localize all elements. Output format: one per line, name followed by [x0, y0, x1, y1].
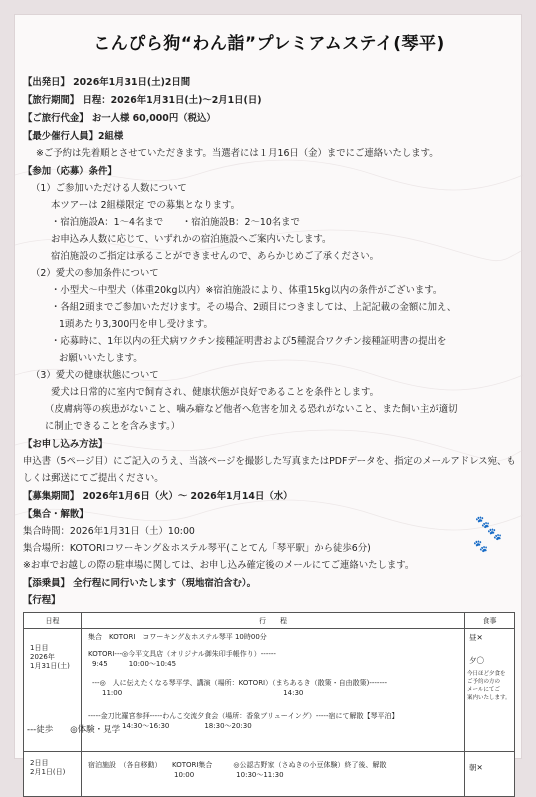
- travel-period-line: 【旅行期間】 日程：2026年1月31日(土)～2月1日(日): [23, 95, 262, 106]
- conditions-heading: 【参加（応募）条件】: [23, 166, 117, 177]
- day2-meal-cell: 朝✕: [465, 752, 515, 797]
- meeting-heading: 【集合・解散】: [23, 509, 89, 520]
- condition-2-vaccine-2: お願いいたします。: [59, 353, 143, 364]
- date-column-header: 日程: [24, 613, 82, 629]
- paw-print-icon: 🐾: [473, 539, 488, 553]
- itinerary-table: [23, 612, 515, 797]
- day1-meal-cell: 昼✕ 夕〇 今日ほど夕食を ご予約の方の メールにてご 案内いたします。: [465, 629, 515, 752]
- reservation-note: ※ご予約は先着順とさせていただきます。当選者には１月16日（金）までにご連絡いたします。: [36, 148, 439, 159]
- condition-2-vaccine: ・応募時に、1年以内の狂犬病ワクチン接種証明書および5種混合ワクチン接種証明書の提出を: [51, 336, 447, 347]
- condition-2-fee: 1頭あたり3,300円を申し受けます。: [59, 319, 213, 330]
- condition-1-facilities: ・宿泊施設A：1～4名まで ・宿泊施設B：2～10名まで: [51, 217, 300, 228]
- meeting-place: 集合場所：KOTORIコワーキング＆ホステル琴平(ことてん「琴平駅」から徒歩6分): [23, 543, 371, 554]
- application-text-2: しくは郵送にてご提出ください。: [23, 473, 164, 484]
- condition-1-text-2: お申込み人数に応じて、いずれかの宿泊施設へご案内いたします。: [51, 234, 332, 245]
- itinerary-heading: 【行程】: [23, 595, 61, 606]
- parking-note: ※お車でお越しの際の駐車場に関しては、お申し込み確定後のメールにてご連絡いたします。: [23, 560, 415, 571]
- day2-itinerary-cell: 宿泊施設 （各自移動） KOTORI集合 ◎公認古野家（さぬきの小豆体験）終了後、解散 10:00 10:30～11:30: [82, 752, 465, 797]
- legend: ---徒歩 ◎体験・見学: [27, 725, 121, 735]
- meal-column-header: 食事: [465, 613, 515, 629]
- day1-itinerary-cell: 集合 KOTORI コワーキング＆ホステル琴平 10時00分 KOTORI---◎今平文具店（オリジナル御朱印手帳作り）------ 9:45 10:00～10:45 ---◎ 人に伝えたくなる琴平学、講演（場所：KOTORI）（まちあるき（散策・自由散策)------- 11:00 14:30 -----金刀比羅宮参拝-----わんこ交流夕食会（場所：香象ブリューイング）-----宿にて解散【琴平泊】 14:30～16:30 18:30～20:30: [82, 629, 465, 752]
- application-heading: 【お申し込み方法】: [23, 439, 108, 450]
- day2-date-cell: 2日目 2月1日(日): [24, 752, 82, 797]
- document-page: [14, 14, 522, 779]
- page-title: こんぴら狗“わん詣”プレミアムステイ(琴平): [93, 34, 445, 54]
- departure-date-line: 【出発日】 2026年1月31日(土)2日間: [23, 77, 191, 88]
- condition-1-text-3: 宿泊施設のご指定は承ることができませんので、あらかじめご了承ください。: [51, 251, 379, 262]
- condition-1-text: 本ツアーは 2組様限定 での募集となります。: [51, 200, 241, 211]
- application-text: 申込書（5ページ目）にご記入のうえ、当該ページを撮影した写真またはPDFデータを、指定のメールアドレス宛、も: [23, 456, 516, 467]
- condition-3-text-3: に制止できることを含みます。）: [45, 421, 181, 432]
- paw-print-icon: 🐾: [487, 527, 502, 541]
- condition-3-text: 愛犬は日常的に室内で飼育され、健康状態が良好であることを条件とします。: [51, 387, 379, 398]
- day1-date-cell: 1日目 2026年 1月31日(土): [24, 629, 82, 752]
- table-row: [24, 752, 515, 797]
- itinerary-column-header: 行 程: [82, 613, 465, 629]
- condition-2-weight: ・小型犬～中型犬（体重20kg以内）※宿泊施設により、体重15kg以内の条件がございます。: [51, 285, 443, 296]
- conductor-line: 【添乗員】 全行程に同行いたします（現地宿泊含む）。: [23, 578, 256, 589]
- condition-2-count: ・各組2頭までご参加いただけます。その場合、2頭目につきましては、上記記載の金額に加え、: [51, 302, 457, 313]
- price-line: 【ご旅行代金】 お一人様 60,000円（税込）: [23, 113, 216, 124]
- condition-1-heading: （1）ご参加いただける人数について: [31, 183, 187, 194]
- condition-3-text-2: （皮膚病等の疾患がないこと、噛み癖など他者へ危害を加える恐れがないこと、また飼い主が適切: [45, 404, 458, 415]
- condition-2-heading: （2）愛犬の参加条件について: [31, 268, 159, 279]
- meeting-time: 集合時間：2026年1月31日（土）10:00: [23, 526, 195, 537]
- condition-3-heading: （3）愛犬の健康状態について: [31, 370, 159, 381]
- paw-print-icon: 🐾: [475, 515, 490, 529]
- recruitment-period-line: 【募集期間】 2026年1月6日（火）～ 2026年1月14日（水）: [23, 491, 293, 502]
- minimum-participants-line: 【最少催行人員】2組様: [23, 131, 124, 142]
